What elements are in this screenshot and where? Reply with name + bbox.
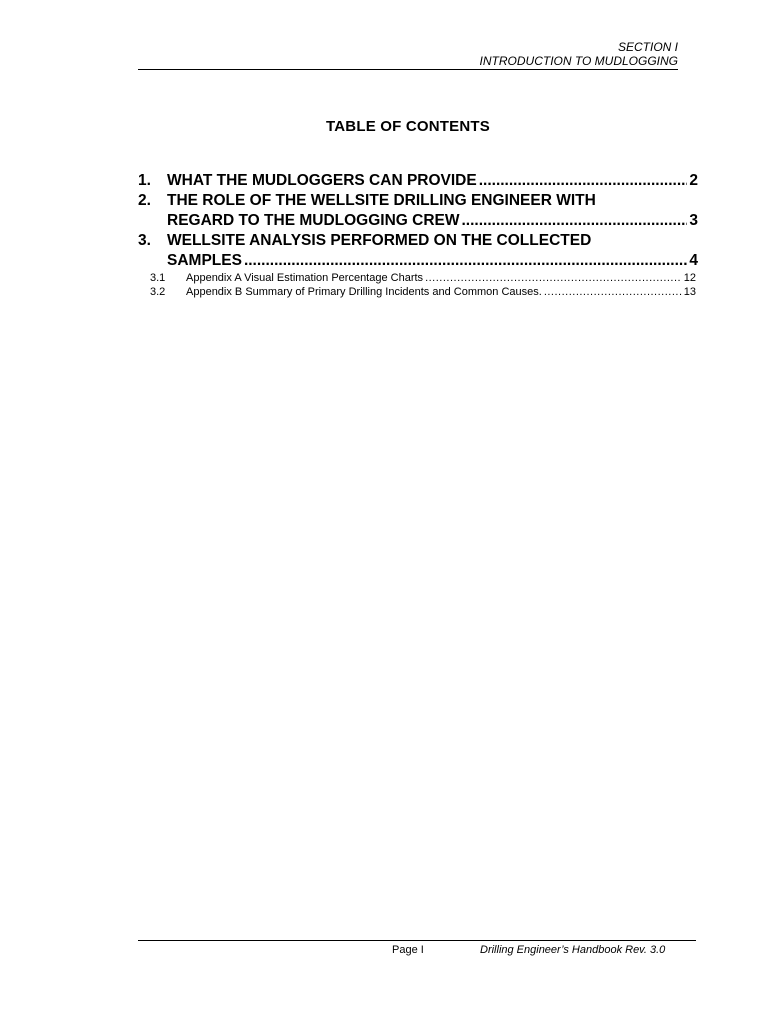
toc-title: TABLE OF CONTENTS [326, 118, 490, 135]
toc-entry-title-line: SAMPLES [167, 252, 242, 269]
dot-leader [544, 285, 682, 299]
dot-leader [462, 211, 688, 231]
toc-subentry-number: 3.1 [150, 272, 166, 284]
toc-entry-1[interactable] [138, 171, 698, 191]
page-number: Page I [392, 944, 424, 956]
toc-entry-2[interactable] [138, 191, 698, 231]
toc-entry-page: 4 [689, 252, 698, 269]
toc-entry-page: 3 [689, 212, 698, 229]
section-label: SECTION I [617, 40, 678, 54]
toc-entry-number: 3. [138, 232, 151, 249]
dot-leader [244, 251, 687, 271]
dot-leader [425, 271, 682, 285]
toc-subentry-title: Appendix A Visual Estimation Percentage Charts [186, 272, 424, 284]
dot-leader [479, 171, 688, 191]
toc-subentry-title: Appendix B Summary of Primary Drilling Incidents and Common Causes. [186, 286, 542, 298]
toc-entry-title-line: THE ROLE OF THE WELLSITE DRILLING ENGINEER WITH [167, 192, 596, 209]
chapter-label: INTRODUCTION TO MUDLOGGING [479, 54, 678, 68]
toc-entry-number: 1. [138, 172, 151, 189]
toc-subentry-number: 3.2 [150, 286, 166, 298]
header-rule [138, 69, 678, 70]
toc-entry-page: 2 [689, 172, 698, 189]
toc-entry-3[interactable] [138, 231, 698, 271]
toc-subentry-page: 12 [683, 272, 696, 284]
running-header [138, 40, 678, 68]
toc-subentry-3-1[interactable] [138, 271, 696, 285]
toc-entry-title-line: REGARD TO THE MUDLOGGING CREW [167, 212, 460, 229]
toc-entry-number: 2. [138, 192, 151, 209]
toc-subentry-page: 13 [683, 286, 696, 298]
handbook-title: Drilling Engineer’s Handbook Rev. 3.0 [480, 944, 666, 956]
toc-entry-title-line: WELLSITE ANALYSIS PERFORMED ON THE COLLECTED [167, 232, 592, 249]
toc-entry-title: WHAT THE MUDLOGGERS CAN PROVIDE [167, 172, 477, 189]
toc-list [138, 171, 698, 299]
toc-subentry-3-2[interactable] [138, 285, 696, 299]
footer-rule [138, 940, 696, 941]
